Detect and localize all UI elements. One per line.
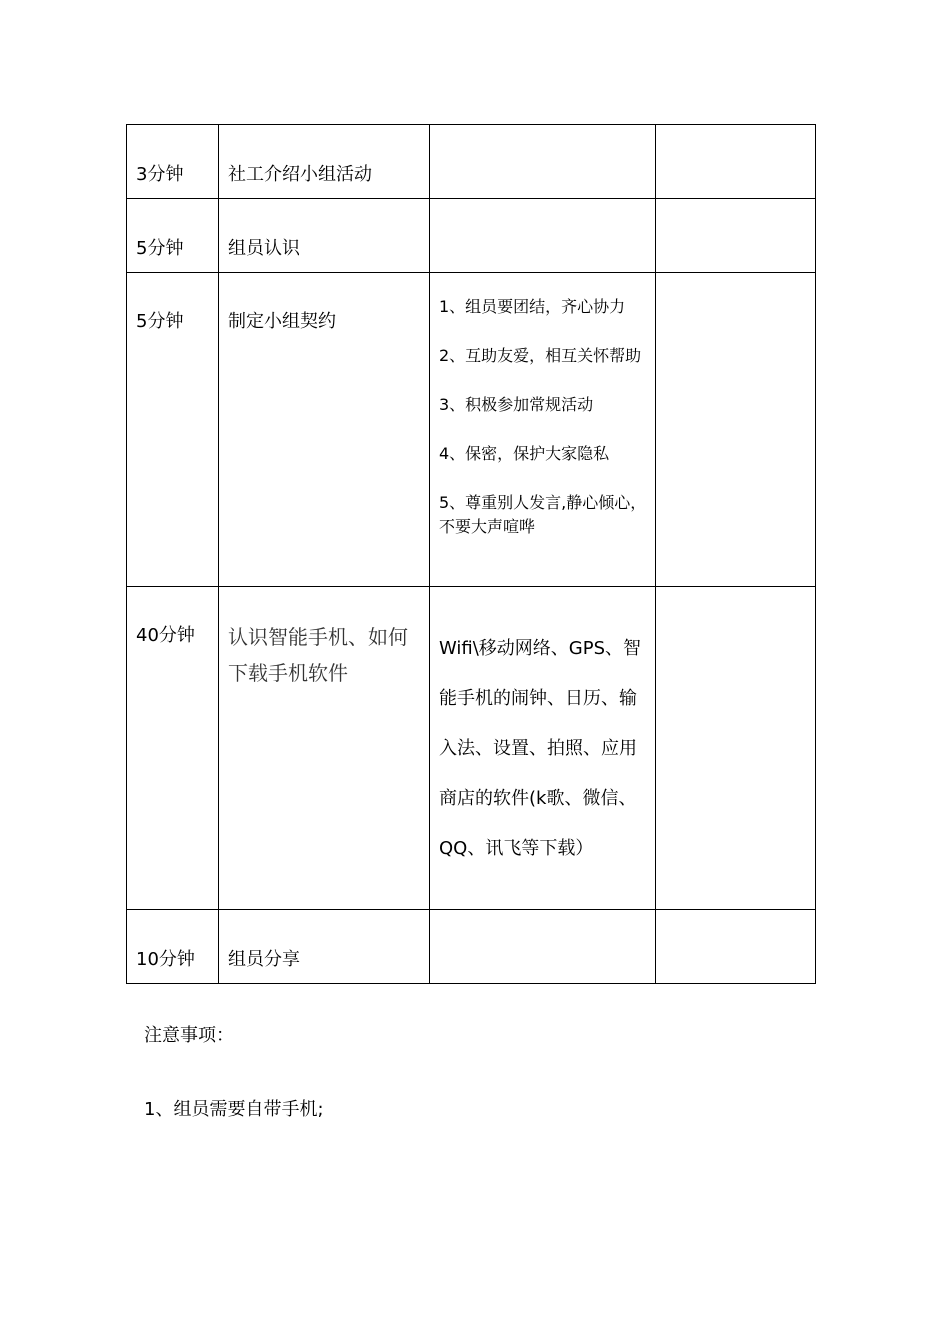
time-cell — [127, 910, 219, 984]
activity-text: 制定小组契约 — [228, 311, 336, 332]
time-cell — [127, 199, 219, 273]
note-cell — [656, 273, 816, 587]
notes-heading: 注意事项： — [144, 1025, 234, 1046]
time-text: 5分钟 — [136, 311, 184, 332]
activity-cell — [219, 910, 430, 984]
note-cell — [656, 199, 816, 273]
content-cell — [430, 273, 656, 587]
content-text: Wifi\移动网络、GPS、智能手机的闹钟、日历、输入法、设置、拍照、应用商店的软件(k歌、微信、QQ、讯飞等下载） — [439, 638, 642, 859]
list-item: 5、尊重别人发言,静心倾心，不要大声喧哗 — [439, 493, 647, 536]
table-row — [127, 910, 816, 984]
activity-text: 组员认识 — [228, 238, 300, 259]
content-cell — [430, 587, 656, 910]
activity-cell — [219, 587, 430, 910]
time-cell — [127, 587, 219, 910]
list-item: 3、积极参加常规活动 — [439, 395, 594, 414]
activity-schedule-table — [126, 124, 816, 984]
note-cell — [656, 587, 816, 910]
table-row — [127, 587, 816, 910]
table-row — [127, 199, 816, 273]
content-cell — [430, 199, 656, 273]
note-cell — [656, 125, 816, 199]
activity-cell — [219, 125, 430, 199]
table-row — [127, 273, 816, 587]
list-item: 1、组员要团结，齐心协力 — [439, 297, 626, 316]
time-text: 5分钟 — [136, 238, 184, 259]
contract-list — [430, 273, 655, 539]
activity-text: 社工介绍小组活动 — [228, 164, 372, 185]
time-cell — [127, 125, 219, 199]
list-item: 2、互助友爱，相互关怀帮助 — [439, 346, 642, 365]
activity-cell — [219, 199, 430, 273]
content-cell — [430, 910, 656, 984]
time-text: 40分钟 — [136, 625, 195, 646]
time-text: 3分钟 — [136, 164, 184, 185]
table-row — [127, 125, 816, 199]
list-item: 4、保密，保护大家隐私 — [439, 444, 610, 463]
note-cell — [656, 910, 816, 984]
notes-item: 1、组员需要自带手机; — [144, 1099, 324, 1120]
activity-text: 组员分享 — [228, 949, 300, 970]
time-cell — [127, 273, 219, 587]
content-cell — [430, 125, 656, 199]
activity-cell — [219, 273, 430, 587]
time-text: 10分钟 — [136, 949, 195, 970]
activity-text: 认识智能手机、如何下载手机软件 — [228, 625, 408, 685]
